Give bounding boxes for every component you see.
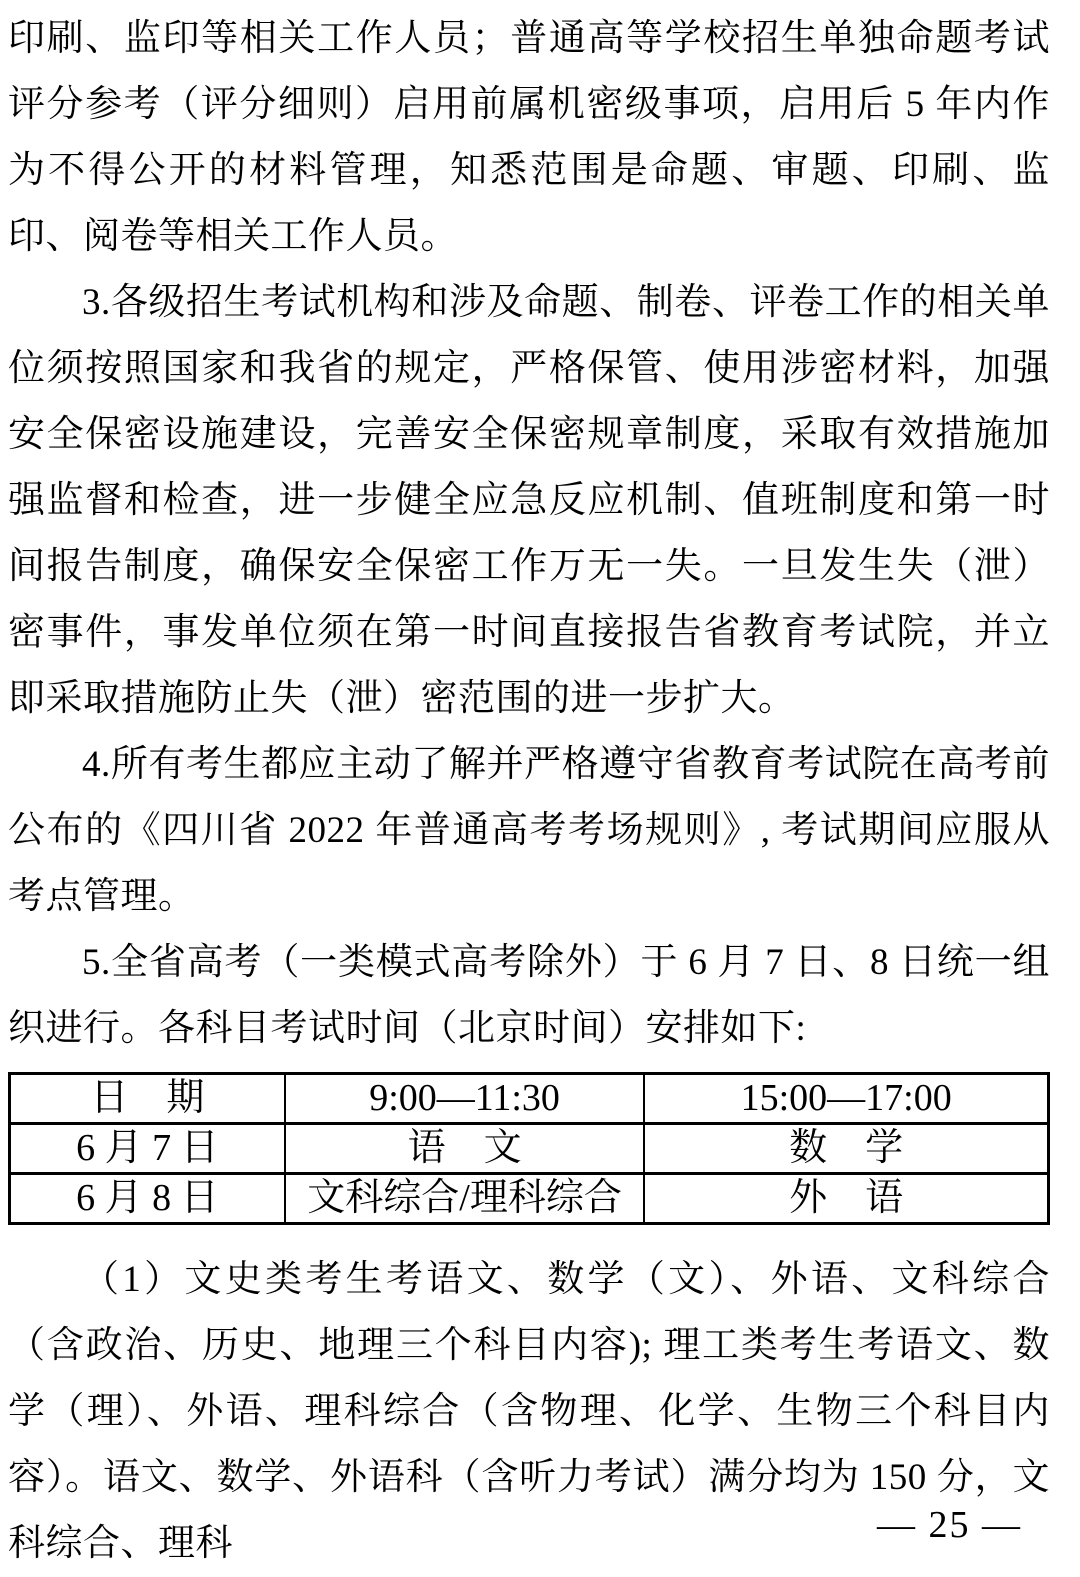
table-cell: 文科综合/理科综合 <box>285 1174 644 1224</box>
table-cell: 6 月 7 日 <box>10 1124 285 1174</box>
table-cell: 数 学 <box>644 1124 1048 1174</box>
page-number: — 25 — <box>877 1504 1022 1546</box>
paragraph: 5.全省高考（一类模式高考除外）于 6 月 7 日、8 日统一组织进行。各科目考试时间（北京时间）安排如下: <box>8 942 1050 1049</box>
paragraph: （1）文史类考生考语文、数学（文）、外语、文科综合（含政治、历史、地理三个科目内容); 理工类考生考语文、数学（理）、外语、理科综合（含物理、化学、生物三个科目内容）。语文、数学、外语科（含听力考试）满分均为 150 分，文科综合、理科 <box>8 1259 1050 1564</box>
paragraphs-top <box>8 6 1050 1062</box>
table-cell: 语 文 <box>285 1124 644 1174</box>
paragraph: 印刷、监印等相关工作人员；普通高等学校招生单独命题考试评分参考（评分细则）启用前属机密级事项，启用后 5 年内作为不得公开的材料管理，知悉范围是命题、审题、印刷、监印、阅卷等相关工作人员。 <box>8 18 1050 257</box>
table-header-cell: 15:00—17:00 <box>644 1074 1048 1124</box>
table-row <box>10 1124 1049 1174</box>
table-header-row <box>10 1074 1049 1124</box>
table-cell: 6 月 8 日 <box>10 1174 285 1224</box>
table-cell: 外 语 <box>644 1174 1048 1224</box>
exam-schedule-table <box>8 1072 1050 1225</box>
paragraph: 4.所有考生都应主动了解并严格遵守省教育考试院在高考前公布的《四川省 2022 年普通高考考场规则》, 考试期间应服从考点管理。 <box>8 744 1050 917</box>
paragraph: 3.各级招生考试机构和涉及命题、制卷、评卷工作的相关单位须按照国家和我省的规定，严格保管、使用涉密材料，加强安全保密设施建设，完善安全保密规章制度，采取有效措施加强监督和检查，进一步健全应急反应机制、值班制度和第一时间报告制度，确保安全保密工作万无一失。一旦发生失（泄）密事件，事发单位须在第一时间直接报告省教育考试院，并立即采取措施防止失（泄）密范围的进一步扩大。 <box>8 282 1050 719</box>
table-row <box>10 1174 1049 1224</box>
table-header-cell: 日 期 <box>10 1074 285 1124</box>
table-header-cell: 9:00—11:30 <box>285 1074 644 1124</box>
